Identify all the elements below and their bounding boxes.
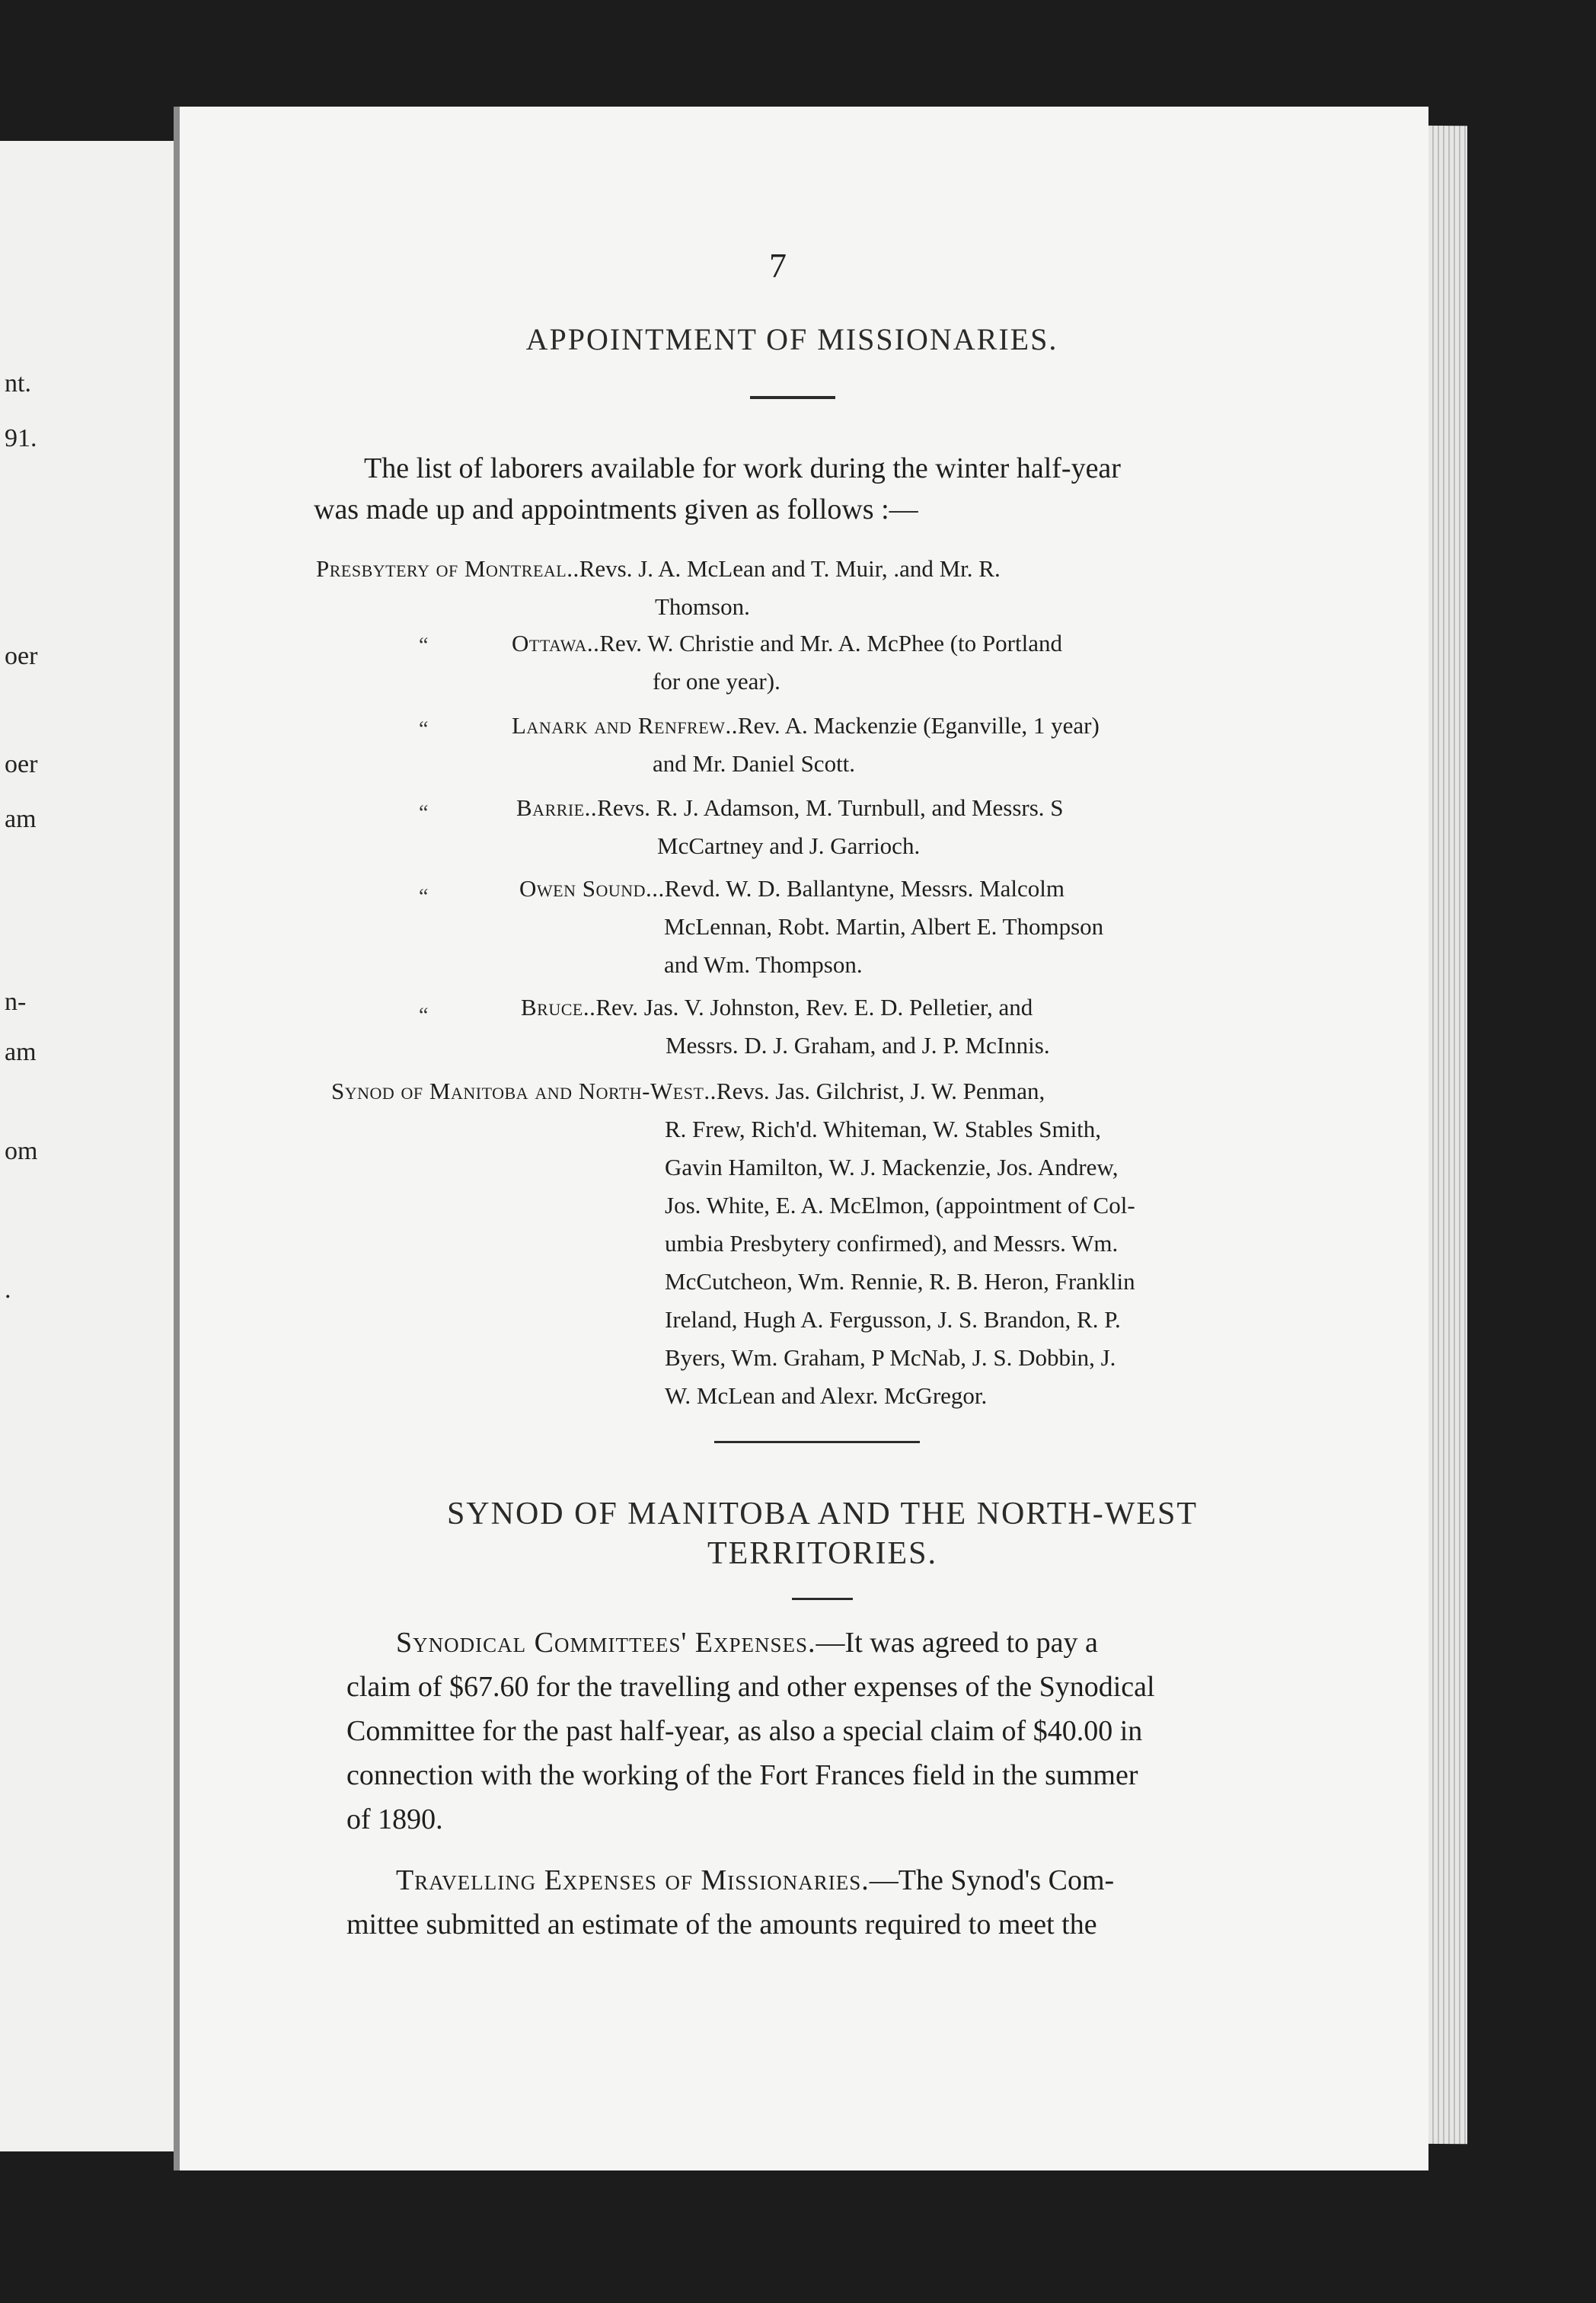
entry-heading: Lanark and Renfrew.. xyxy=(512,712,738,739)
paragraph-line: connection with the working of the Fort Frances field in the summer xyxy=(346,1759,1138,1791)
entry-text: Revs. R. J. Adamson, M. Turnbull, and Messrs. S xyxy=(597,794,1064,821)
entry-text: McCutcheon, Wm. Rennie, R. B. Heron, Franklin xyxy=(665,1268,1135,1295)
left-page-fragment: . xyxy=(5,1276,11,1304)
entry-heading: Owen Sound... xyxy=(519,875,665,902)
entry-text: Rev. Jas. V. Johnston, Rev. E. D. Pelletier, and xyxy=(595,994,1033,1021)
entry-text: Messrs. D. J. Graham, and J. P. McInnis. xyxy=(666,1032,1050,1059)
paragraph-synodical-expenses xyxy=(396,1622,1310,1663)
entry-text: McLennan, Robt. Martin, Albert E. Thompson xyxy=(664,913,1104,940)
paragraph-line: mittee submitted an estimate of the amounts required to meet the xyxy=(346,1909,1097,1940)
left-page-fragment: oer xyxy=(5,750,38,778)
left-page-fragment: oer xyxy=(5,642,38,670)
entry-text: umbia Presbytery confirmed), and Messrs. Wm. xyxy=(665,1230,1119,1257)
entry-text: and Wm. Thompson. xyxy=(664,951,863,978)
left-page-fragment: am xyxy=(5,1038,37,1066)
left-page-fragment: n- xyxy=(5,988,27,1016)
paragraph-line: claim of $67.60 for the travelling and other expenses of the Synodical xyxy=(346,1671,1155,1703)
entry-text: Gavin Hamilton, W. J. Mackenzie, Jos. Andrew, xyxy=(665,1154,1119,1180)
title-rule xyxy=(750,396,835,399)
entry-text: for one year). xyxy=(653,668,780,695)
paragraph-heading: Travelling Expenses of Missionaries. xyxy=(396,1864,870,1896)
paragraph-text: —The Synod's Com- xyxy=(869,1864,1115,1896)
entry-text: Byers, Wm. Graham, P McNab, J. S. Dobbin, J. xyxy=(665,1344,1116,1371)
entry-text: McCartney and J. Garrioch. xyxy=(657,832,921,859)
intro-line: The list of laborers available for work during the winter half-year xyxy=(364,452,1121,484)
left-page xyxy=(0,141,174,2151)
page-number: 7 xyxy=(769,246,787,285)
paragraph-travelling-expenses xyxy=(396,1860,1310,1901)
section-divider xyxy=(714,1441,920,1443)
ditto-mark: “ xyxy=(419,717,429,741)
section-title-synod-continued: TERRITORIES. xyxy=(707,1536,938,1571)
section-title-synod: SYNOD OF MANITOBA AND THE NORTH-WEST xyxy=(446,1496,1199,1532)
paragraph-text: —It was agreed to pay a xyxy=(816,1627,1098,1659)
ditto-mark: “ xyxy=(419,801,429,825)
appointment-entry-synod-manitoba xyxy=(331,1072,1292,1415)
paragraph-heading: Synodical Committees' Expenses. xyxy=(396,1627,816,1659)
appointment-entry-bruce xyxy=(521,989,1290,1065)
entry-text: W. McLean and Alexr. McGregor. xyxy=(665,1382,988,1409)
left-page-fragment: am xyxy=(5,805,37,833)
entry-heading: Presbytery of Montreal.. xyxy=(316,555,579,582)
left-page-fragment: 91. xyxy=(5,424,37,452)
entry-text: Revd. W. D. Ballantyne, Messrs. Malcolm xyxy=(664,875,1065,902)
appointment-entry-owen-sound xyxy=(519,870,1290,984)
entry-text: Ireland, Hugh A. Fergusson, J. S. Brandon, R. P. xyxy=(665,1306,1121,1333)
entry-heading: Bruce.. xyxy=(521,994,596,1021)
left-page-fragment: nt. xyxy=(5,369,31,398)
entry-text: and Mr. Daniel Scott. xyxy=(653,750,856,777)
appointment-entry-montreal xyxy=(316,550,1283,626)
left-page-fragment: om xyxy=(5,1137,38,1165)
entry-text: Rev. A. Mackenzie (Eganville, 1 year) xyxy=(737,712,1100,739)
entry-text: R. Frew, Rich'd. Whiteman, W. Stables Smith, xyxy=(665,1116,1102,1142)
appointment-entry-ottawa xyxy=(512,624,1288,701)
entry-heading: Synod of Manitoba and North-West.. xyxy=(331,1078,717,1104)
entry-text: Rev. W. Christie and Mr. A. McPhee (to Portland xyxy=(599,630,1062,656)
ditto-mark: “ xyxy=(419,634,429,657)
ditto-mark: “ xyxy=(419,885,429,909)
entry-text: Revs. Jas. Gilchrist, J. W. Penman, xyxy=(716,1078,1045,1104)
paragraph-line: Committee for the past half-year, as also a special claim of $40.00 in xyxy=(346,1715,1143,1747)
entry-heading: Barrie.. xyxy=(516,794,598,821)
appointment-entry-barrie xyxy=(516,789,1288,865)
section-title-appointments: APPOINTMENT OF MISSIONARIES. xyxy=(525,322,1058,356)
entry-text: Thomson. xyxy=(655,593,750,620)
entry-heading: Ottawa.. xyxy=(512,630,600,656)
entry-text: Revs. J. A. McLean and T. Muir, .and Mr. R. xyxy=(579,555,1001,582)
title-rule xyxy=(792,1598,853,1600)
ditto-mark: “ xyxy=(419,1004,429,1027)
intro-line: was made up and appointments given as follows :— xyxy=(314,494,918,525)
appointment-entry-lanark-renfrew xyxy=(512,707,1288,783)
entry-text: Jos. White, E. A. McElmon, (appointment of Col- xyxy=(665,1192,1135,1219)
paragraph-line: of 1890. xyxy=(346,1803,443,1835)
